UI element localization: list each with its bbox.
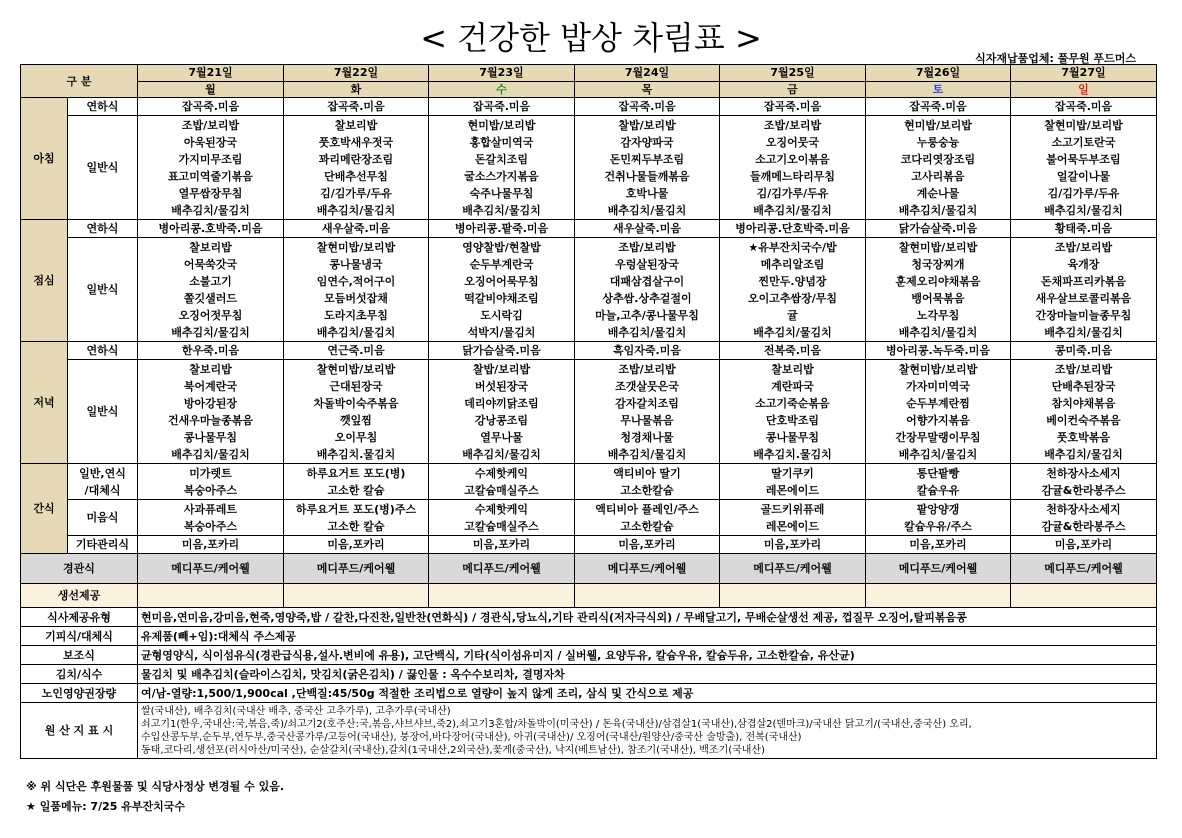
date-label: 7월21일 (188, 66, 233, 79)
production-cell (429, 584, 575, 608)
day-header-0 (138, 65, 284, 98)
breakfast-general-cell-item: 조밥/보리밥 (763, 118, 822, 132)
dinner-general-cell-item: 배추김치/물김치 (898, 447, 978, 461)
breakfast-general-cell-item: 배추김치/물김치 (316, 203, 396, 217)
lunch-general-cell (138, 238, 284, 342)
dinner-general-cell-item: 강낭콩조림 (474, 413, 529, 427)
snack-minced-cell-item: 복숭아주스 (183, 519, 238, 533)
origin-line: 동태,코다리,생선포(러시아산/미국산), 순살갈치(국내산),갈치(1국내산,2외국산),꽃게(중국산), 낙지(베트남산), 참조기(국내산), 백조기(국내산) (141, 744, 766, 756)
info-row-label: 식사제공유형 (21, 608, 138, 627)
lunch-general-cell-item: 새우살브로콜리볶음 (1035, 291, 1132, 305)
breakfast-general-cell-item: 건취나물들깨볶음 (604, 169, 690, 183)
breakfast-soft-cell: 잡곡죽.미음 (138, 98, 284, 116)
lunch-soft-cell: 새우살죽.미음 (575, 220, 720, 238)
dinner-general-cell-item: 감자갈치조림 (615, 396, 679, 410)
breakfast-general-cell-item: 호박나물 (625, 186, 669, 200)
tube-feeding-cell: 메디푸드/케어웰 (138, 554, 284, 584)
snack-minced-cell-item: 칼슘우유/주스 (904, 519, 972, 533)
weekday-label: 화 (284, 81, 428, 97)
breakfast-general-label: 일반식 (68, 116, 138, 220)
lunch-general-cell (720, 238, 866, 342)
dinner-general-cell-item: 배추김치.물김치 (753, 447, 832, 461)
breakfast-general-cell-item: 고사리볶음 (911, 169, 965, 183)
dinner-general-cell-item: 조밥/보리밥 (1054, 362, 1113, 376)
dinner-general-cell (429, 360, 575, 464)
snack-general-cell-item: 고소한 칼슘 (327, 483, 385, 497)
dinner-soft-cell: 한우죽.미음 (138, 342, 284, 360)
snack-general-cell-item: 미가렛트 (189, 466, 232, 480)
snack-minced-cell-item: 천하장사소세지 (1046, 502, 1121, 516)
breakfast-general-cell-item: 찰밥/보리밥 (618, 118, 676, 132)
lunch-general-cell-item: 콩나물냉국 (329, 257, 383, 271)
origin-cell (138, 703, 1157, 759)
dinner-general-cell-item: 배추김치/물김치 (171, 447, 250, 461)
lunch-soft-cell: 병아리콩.단호박죽.미음 (720, 220, 866, 238)
dinner-soft-cell: 콩미죽.미음 (1011, 342, 1157, 360)
day-header-5 (866, 65, 1011, 98)
dinner-general-cell-item: 차돌박이숙주볶음 (313, 396, 399, 410)
dinner-general-cell (138, 360, 284, 464)
day-header-3 (575, 65, 720, 98)
info-row-label: 김치/식수 (21, 665, 138, 684)
lunch-general-cell-item: 노각무침 (916, 308, 960, 322)
lunch-general-cell-item: 오이고추쌈장/무침 (747, 291, 838, 305)
snack-minced-cell-item: 액티비아 플레인/주스 (595, 502, 699, 516)
day-header-4 (720, 65, 866, 98)
snack-general-cell (866, 464, 1011, 500)
dinner-soft-cell: 병아리콩.녹두죽.미음 (866, 342, 1011, 360)
tube-feeding-cell: 메디푸드/케어웰 (284, 554, 429, 584)
breakfast-general-cell-item: 배추김치/물김치 (1044, 203, 1123, 217)
day-header-6 (1011, 65, 1157, 98)
snack-minced-cell-item: 팥앙양갱 (916, 502, 960, 516)
breakfast-general-cell (866, 116, 1011, 220)
lunch-general-cell-item: 찰보리밥 (189, 240, 232, 254)
breakfast-general-cell-item: 조밥/보리밥 (181, 118, 240, 132)
lunch-general-cell-item: ★유부잔치국수/밥 (748, 240, 837, 254)
breakfast-soft-cell: 잡곡죽.미음 (866, 98, 1011, 116)
breakfast-general-cell-item: 현미밥/보리밥 (904, 118, 972, 132)
snack-other-cell: 미음,포카리 (284, 536, 429, 554)
snack-minced-cell (429, 500, 575, 536)
breakfast-general-cell-item: 단배추선무침 (324, 169, 388, 183)
date-label: 7월25일 (770, 66, 815, 79)
dinner-general-cell-item: 방아강된장 (183, 396, 238, 410)
dinner-general-cell-item: 배추김치/물김치 (462, 447, 541, 461)
lunch-general-cell-item: 어묵쑥갓국 (183, 257, 238, 271)
dinner-general-cell-item: 어향가지볶음 (906, 413, 970, 427)
breakfast-general-cell-item: 배추김치/물김치 (898, 203, 978, 217)
snack-general-cell (429, 464, 575, 500)
snack-general-cell-item: 복숭아주스 (183, 483, 238, 497)
lunch-general-cell-item: 상추쌈.상추겉절이 (602, 291, 692, 305)
dinner-section-label: 저녁 (21, 342, 68, 464)
lunch-soft-cell: 새우살죽.미음 (284, 220, 429, 238)
breakfast-general-cell-item: 표고미역줄기볶음 (167, 169, 253, 183)
breakfast-general-cell-item: 배추김치/물김치 (171, 203, 250, 217)
page-title: < 건강한 밥상 차림표 > (420, 19, 762, 57)
snack-general-cell-item: 고소한칼슘 (620, 483, 674, 497)
breakfast-general-cell-item: 찰보리밥 (334, 118, 378, 132)
info-row-label: 보조식 (21, 646, 138, 665)
production-cell (720, 584, 866, 608)
breakfast-general-cell-item: 코다리엿장조림 (900, 152, 976, 166)
dinner-general-cell-item: 찰보리밥 (771, 362, 814, 376)
lunch-general-cell-item: 찰현미밥/보리밥 (898, 240, 978, 254)
breakfast-general-cell (575, 116, 720, 220)
dinner-general-cell-item: 오이무침 (334, 430, 378, 444)
footnote-special: ★ 일품메뉴: 7/25 유부잔치국수 (26, 800, 185, 813)
snack-minced-label: 미음식 (68, 500, 138, 536)
dinner-general-cell-item: 단호박조림 (765, 413, 820, 427)
production-cell (1011, 584, 1157, 608)
info-row-value: 여/남-열량:1,500/1,900cal ,단백질:45/50g 적절한 조리법으로 열량이 높지 않게 조리, 삼식 및 간식으로 제공 (138, 684, 1157, 703)
origin-line: 쌀(국내산), 배추김치(국내산 배추, 중국산 고추가루), 고추가루(국내산) (141, 705, 451, 717)
origin-label: 원 산 지 표 시 (21, 703, 138, 759)
snack-other-cell: 미음,포카리 (1011, 536, 1157, 554)
snack-general-label-line: 일반,연식 (79, 466, 126, 480)
snack-minced-cell-item: 골드키위퓨레 (760, 502, 825, 516)
dinner-general-cell-item: 참치야채볶음 (1051, 396, 1116, 410)
breakfast-general-cell-item: 아욱된장국 (183, 135, 238, 149)
snack-minced-cell-item: 레몬에이드 (765, 519, 820, 533)
snack-general-cell-item: 칼슘우유 (916, 483, 960, 497)
lunch-general-cell-item: 청국장찌개 (911, 257, 965, 271)
dinner-general-cell (575, 360, 720, 464)
snack-minced-cell (575, 500, 720, 536)
supplier-label: 식자재납품업체: 풀무원 푸드머스 (975, 52, 1136, 65)
dinner-general-cell (720, 360, 866, 464)
snack-general-cell (720, 464, 866, 500)
snack-minced-cell-item: 고소한 칼슘 (327, 519, 385, 533)
dinner-general-cell-item: 배추김치/물김치 (607, 447, 687, 461)
dinner-general-cell-item: 찰현미밥/보리밥 (898, 362, 978, 376)
dinner-general-cell-item: 조밥/보리밥 (618, 362, 676, 376)
breakfast-general-cell-item: 김/김가루/두유 (1047, 186, 1120, 200)
lunch-soft-cell: 병아리콩.팥죽.미음 (429, 220, 575, 238)
dinner-general-cell-item: 가자미미역국 (906, 379, 970, 393)
dinner-general-cell-item: 찰보리밥 (189, 362, 232, 376)
snack-minced-cell (284, 500, 429, 536)
snack-general-label (68, 464, 138, 500)
lunch-general-cell (866, 238, 1011, 342)
tube-feeding-cell: 메디푸드/케어웰 (1011, 554, 1157, 584)
dinner-general-cell-item: 순두부계란찜 (906, 396, 970, 410)
lunch-general-cell-item: 순두부계란국 (469, 257, 534, 271)
dinner-soft-cell: 연근죽.미음 (284, 342, 429, 360)
breakfast-general-cell-item: 불어묵두부조림 (1046, 152, 1121, 166)
snack-general-cell-item: 딸기쿠키 (771, 466, 814, 480)
lunch-general-cell-item: 뱅어묵볶음 (911, 291, 965, 305)
lunch-general-cell-item: 소불고기 (189, 274, 232, 288)
lunch-general-cell-item: 마늘,고추/콩나물무침 (595, 308, 699, 322)
breakfast-soft-label: 연하식 (68, 98, 138, 116)
breakfast-general-cell (429, 116, 575, 220)
dinner-general-cell-item: 계란파국 (771, 379, 814, 393)
snack-general-cell (138, 464, 284, 500)
snack-other-cell: 미음,포카리 (429, 536, 575, 554)
dinner-general-cell-item: 근대된장국 (329, 379, 383, 393)
menu-table (20, 64, 1157, 759)
snack-general-cell (575, 464, 720, 500)
snack-general-cell-item: 하루요거트 포도(병) (306, 466, 406, 480)
breakfast-general-cell-item: 가지미무조림 (178, 152, 243, 166)
production-label: 생선제공 (21, 584, 138, 608)
breakfast-general-cell-item: 배추김치/물김치 (462, 203, 541, 217)
dinner-general-label: 일반식 (68, 360, 138, 464)
breakfast-section-label: 아침 (21, 98, 68, 220)
dinner-soft-cell: 흑임자죽.미음 (575, 342, 720, 360)
breakfast-general-cell-item: 들깨메느타리무침 (749, 169, 835, 183)
lunch-general-cell-item: 귤 (787, 308, 798, 322)
breakfast-general-cell-item: 얼갈이나물 (1056, 169, 1111, 183)
snack-general-cell-item: 수제핫케익 (474, 466, 529, 480)
breakfast-general-cell (720, 116, 866, 220)
lunch-general-cell-item: 조밥/보리밥 (1054, 240, 1113, 254)
breakfast-general-cell-item: 홍합살미역국 (469, 135, 534, 149)
lunch-general-cell (575, 238, 720, 342)
snack-minced-cell (138, 500, 284, 536)
lunch-general-cell-item: 간장마늘미늘종무침 (1035, 308, 1132, 322)
dinner-general-cell-item: 배추김치/물김치 (1044, 447, 1123, 461)
lunch-general-cell (429, 238, 575, 342)
breakfast-general-cell-item: 풋호박새우젓국 (318, 135, 394, 149)
lunch-soft-cell: 닭가슴살죽.미음 (866, 220, 1011, 238)
dinner-soft-label: 연하식 (68, 342, 138, 360)
date-label: 7월23일 (479, 66, 524, 79)
weekday-label: 수 (429, 81, 574, 97)
lunch-general-cell-item: 임연수,적어구이 (316, 274, 396, 288)
breakfast-general-cell-item: 배추김치/물김치 (753, 203, 832, 217)
dinner-general-cell-item: 조갯살뭇은국 (615, 379, 679, 393)
lunch-section-label: 점심 (21, 220, 68, 342)
lunch-general-cell-item: 찰현미밥/보리밥 (316, 240, 396, 254)
breakfast-soft-cell: 잡곡죽.미음 (1011, 98, 1157, 116)
lunch-general-cell-item: 우렁살된장국 (615, 257, 679, 271)
dinner-general-cell-item: 콩나물무침 (183, 430, 238, 444)
weekday-label: 목 (575, 81, 719, 97)
dinner-soft-cell: 닭가슴살죽.미음 (429, 342, 575, 360)
weekday-label: 토 (866, 81, 1010, 97)
lunch-soft-cell: 병아리콩.호박죽.미음 (138, 220, 284, 238)
breakfast-general-cell (284, 116, 429, 220)
snack-other-label: 기타관리식 (68, 536, 138, 554)
info-row-value: 물김치 및 배추김치(슬라이스김치, 맛김치(굵은김치) / 끓인물 : 옥수수보리차, 결명자차 (138, 665, 1157, 684)
dinner-general-cell (284, 360, 429, 464)
breakfast-general-cell-item: 배추김치/물김치 (607, 203, 687, 217)
dinner-general-cell-item: 열무나물 (480, 430, 523, 444)
snack-general-cell-item: 천하장사소세지 (1046, 466, 1121, 480)
dinner-general-cell-item: 버섯된장국 (474, 379, 529, 393)
lunch-general-cell (1011, 238, 1157, 342)
production-cell (575, 584, 720, 608)
breakfast-general-cell-item: 누룽숭늉 (916, 135, 960, 149)
dinner-general-cell-item: 깻잎찜 (340, 413, 372, 427)
dinner-general-cell (1011, 360, 1157, 464)
snack-general-cell (1011, 464, 1157, 500)
day-header-2 (429, 65, 575, 98)
snack-minced-cell (1011, 500, 1157, 536)
dinner-general-cell-item: 찰밥/보리밥 (472, 362, 531, 376)
lunch-general-label: 일반식 (68, 238, 138, 342)
breakfast-general-cell-item: 계순나물 (916, 186, 960, 200)
snack-general-cell-item: 통단팥빵 (916, 466, 960, 480)
lunch-general-cell-item: 조밥/보리밥 (618, 240, 676, 254)
date-label: 7월24일 (624, 66, 670, 79)
footnote-change: ※ 위 식단은 후원물품 및 식당사정상 변경될 수 있음. (26, 780, 285, 793)
lunch-general-cell-item: 도시락김 (480, 308, 523, 322)
dinner-general-cell-item: 풋호박볶음 (1056, 430, 1111, 444)
origin-line: 쇠고기1(한우,국내산:국,볶음,죽)/쇠고기2(호주산:국,볶음,샤브샤브,죽2),쇠고기3혼합/차돌박이(미국산) / 돈육(국내산)/삼겹살1(국내산),삼겹살2(덴마크)/국내산 닭고기/(국내산,중국산) 오리, (141, 718, 972, 730)
lunch-general-cell-item: 육개장 (1067, 257, 1100, 271)
production-cell (866, 584, 1011, 608)
dinner-general-cell-item: 건새우마늘종볶음 (167, 413, 253, 427)
day-header-1 (284, 65, 429, 98)
info-row-value: 유제품(빼+임):대체식 주스제공 (138, 627, 1157, 646)
dinner-general-cell-item: 베이컨숙주볶음 (1046, 413, 1121, 427)
dinner-soft-cell: 전복죽.미음 (720, 342, 866, 360)
snack-minced-cell-item: 고소한칼슘 (620, 519, 674, 533)
lunch-general-cell-item: 메추리알조림 (760, 257, 825, 271)
dinner-general-cell-item: 단배추된장국 (1051, 379, 1116, 393)
snack-other-cell: 미음,포카리 (720, 536, 866, 554)
breakfast-soft-cell: 잡곡죽.미음 (429, 98, 575, 116)
snack-general-cell-item: 액티비아 딸기 (613, 466, 681, 480)
info-row-value: 현미음,연미음,강미음,현죽,영양죽,밥 / 갈찬,다진찬,일반찬(연화식) / 경관식,당뇨식,기타 관리식(저자극식외) / 무배달고기, 무배순살생선 제공, 껍질무 오징어,탈피볶음콩 (138, 608, 1157, 627)
breakfast-general-cell-item: 소고기토란국 (1051, 135, 1116, 149)
weekday-label: 월 (138, 81, 283, 97)
snack-general-cell-item: 레몬에이드 (765, 483, 820, 497)
info-row-label: 노인영양권장량 (21, 684, 138, 703)
snack-minced-cell-item: 고칼슘매실주스 (464, 519, 539, 533)
lunch-general-cell-item: 모듬버섯잡채 (324, 291, 388, 305)
snack-minced-cell (720, 500, 866, 536)
tube-feeding-cell: 메디푸드/케어웰 (866, 554, 1011, 584)
tube-feeding-cell: 메디푸드/케어웰 (575, 554, 720, 584)
lunch-general-cell-item: 배추김치/물김치 (1044, 325, 1123, 339)
origin-line: 수입산콩두부,순두부,연두부,중국산콩가루/고등어(국내산), 붕장어,바다장어(국내산), 아귀(국내산)/ 오징어(국내산/원양산/중국산 술방출), 전복(국내산) (141, 731, 802, 743)
production-cell (138, 584, 284, 608)
dinner-general-cell-item: 북어계란국 (183, 379, 238, 393)
date-label: 7월27일 (1061, 66, 1106, 79)
lunch-soft-cell: 황태죽.미음 (1011, 220, 1157, 238)
lunch-general-cell (284, 238, 429, 342)
weekday-label: 일 (1011, 81, 1156, 97)
category-header: 구 분 (21, 65, 138, 98)
lunch-general-cell-item: 배추김치/물김치 (607, 325, 687, 339)
lunch-general-cell-item: 영양찰밥/현찰밥 (462, 240, 541, 254)
snack-minced-cell-item: 감귤&한라봉주스 (1041, 519, 1126, 533)
lunch-general-cell-item: 훈제오리야채볶음 (895, 274, 981, 288)
date-label: 7월22일 (333, 66, 379, 79)
breakfast-general-cell-item: 김/김가루/두유 (320, 186, 392, 200)
lunch-soft-label: 연하식 (68, 220, 138, 238)
breakfast-general-cell-item: 숙주나물무침 (469, 186, 534, 200)
snack-minced-cell-item: 사과퓨레트 (183, 502, 238, 516)
lunch-general-cell-item: 배추김치/물김치 (898, 325, 978, 339)
dinner-general-cell-item: 찰현미밥/보리밥 (316, 362, 396, 376)
tube-feeding-cell: 메디푸드/케어웰 (429, 554, 575, 584)
breakfast-general-cell (138, 116, 284, 220)
lunch-general-cell-item: 쫄깃샐러드 (183, 291, 238, 305)
lunch-general-cell-item: 석박지/물김치 (467, 325, 536, 339)
lunch-general-cell-item: 오징어어묵무침 (464, 274, 539, 288)
breakfast-general-cell-item: 김/김가루/두유 (756, 186, 829, 200)
breakfast-general-cell-item: 찰현미밥/보리밥 (1044, 118, 1123, 132)
snack-other-cell: 미음,포카리 (866, 536, 1011, 554)
breakfast-general-cell-item: 오징어뭇국 (765, 135, 820, 149)
date-label: 7월26일 (915, 66, 961, 79)
info-row-label: 기피식/대체식 (21, 627, 138, 646)
breakfast-general-cell-item: 현미밥/보리밥 (467, 118, 536, 132)
dinner-general-cell-item: 소고기죽순볶음 (755, 396, 830, 410)
tube-feeding-cell: 메디푸드/케어웰 (720, 554, 866, 584)
lunch-general-cell-item: 도라지초무침 (324, 308, 388, 322)
lunch-general-cell-item: 배추김치/물김치 (753, 325, 832, 339)
snack-other-cell: 미음,포카리 (138, 536, 284, 554)
snack-general-label-line: /대체식 (84, 483, 121, 497)
breakfast-general-cell-item: 돈갈치조림 (474, 152, 529, 166)
breakfast-general-cell-item: 열무쌈장무침 (178, 186, 243, 200)
breakfast-general-cell-item: 돈민찌두부조림 (609, 152, 685, 166)
dinner-general-cell-item: 무나물볶음 (620, 413, 674, 427)
lunch-general-cell-item: 돈채파프리카볶음 (1040, 274, 1126, 288)
weekday-label: 금 (720, 81, 865, 97)
snack-general-cell (284, 464, 429, 500)
breakfast-soft-cell: 잡곡죽.미음 (720, 98, 866, 116)
snack-minced-cell (866, 500, 1011, 536)
breakfast-general-cell-item: 굴소스가지볶음 (464, 169, 539, 183)
tube-feeding-label: 경관식 (21, 554, 138, 584)
lunch-general-cell-item: 배추김치/물김치 (171, 325, 250, 339)
breakfast-soft-cell: 잡곡죽.미음 (575, 98, 720, 116)
snack-general-cell-item: 고칼슘매실주스 (464, 483, 539, 497)
snack-minced-cell-item: 수제핫케익 (474, 502, 529, 516)
snack-section-label: 간식 (21, 464, 68, 554)
dinner-general-cell-item: 간장무말랭이무침 (895, 430, 981, 444)
dinner-general-cell-item: 청경채나물 (620, 430, 674, 444)
dinner-general-cell-item: 콩나물무침 (765, 430, 820, 444)
snack-minced-cell-item: 하루요거트 포도(병)주스 (295, 502, 417, 516)
breakfast-general-cell (1011, 116, 1157, 220)
lunch-general-cell-item: 오징어젓무침 (178, 308, 243, 322)
dinner-general-cell-item: 배추김치.물김치 (316, 447, 396, 461)
snack-general-cell-item: 감귤&한라봉주스 (1041, 483, 1126, 497)
breakfast-general-cell-item: 소고기오이볶음 (755, 152, 830, 166)
dinner-general-cell-item: 데리야끼닭조림 (464, 396, 539, 410)
dinner-general-cell (866, 360, 1011, 464)
info-row-value: 균형영양식, 식이섬유식(경관급식용,설사.변비에 유용), 고단백식, 기타(식이섬유미지 / 실버웰, 요양두유, 칼슘우유, 칼슘두유, 고소한칼슘, 유산균) (138, 646, 1157, 665)
breakfast-general-cell-item: 꽈리메란장조림 (318, 152, 394, 166)
lunch-general-cell-item: 대패삼겹살구이 (609, 274, 685, 288)
breakfast-general-cell-item: 감자양파국 (620, 135, 674, 149)
lunch-general-cell-item: 떡갈비야채조림 (464, 291, 539, 305)
breakfast-soft-cell: 잡곡죽.미음 (284, 98, 429, 116)
production-cell (284, 584, 429, 608)
lunch-general-cell-item: 찐만두.양념장 (758, 274, 827, 288)
snack-other-cell: 미음,포카리 (575, 536, 720, 554)
lunch-general-cell-item: 배추김치/물김치 (316, 325, 396, 339)
